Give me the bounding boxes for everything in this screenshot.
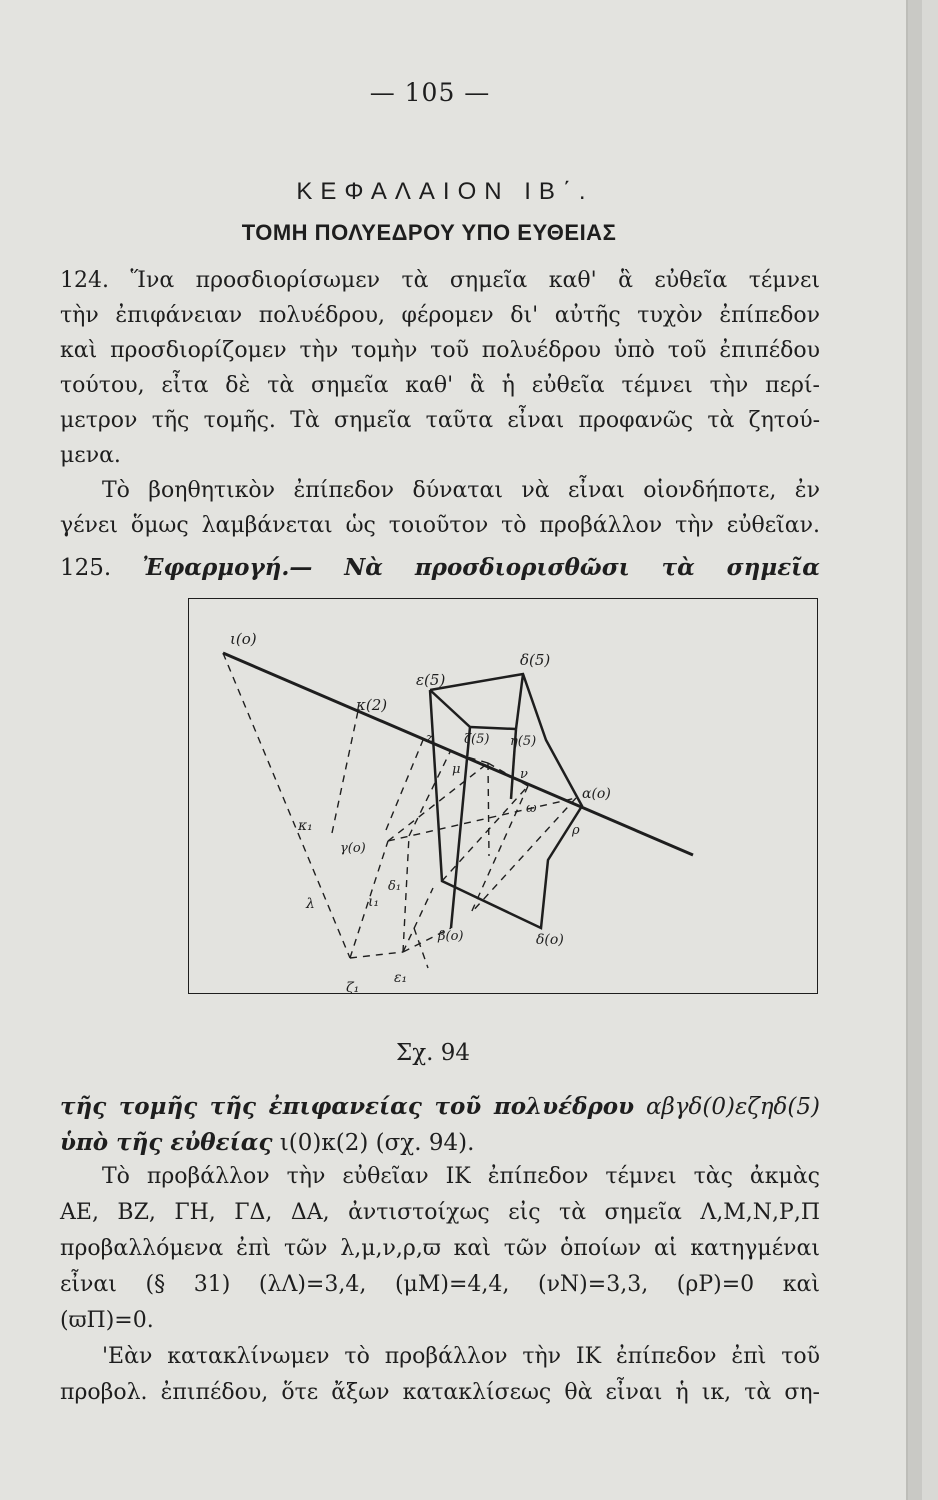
label-d5: δ(5) [520,651,551,669]
text-line: καὶ προσδιορίζομεν τὴν τομὴν τοῦ πολυέδρου ὑπὸ τοῦ ἐπιπέδου [60,338,820,363]
label-k1: κ₁ [298,818,313,834]
page-number: — 105 — [369,78,491,107]
text-line: μετρον τῆς τομῆς. Τὰ σημεῖα ταῦτα εἶναι προφανῶς τὰ ζητού- [60,408,820,433]
label-l: λ [306,896,315,912]
text-line: 'Εὰν κατακλίνωμεν τὸ προβάλλον τὴν ΙΚ ἐπίπεδον ἐπὶ τοῦ [102,1344,820,1369]
label-k2: κ(2) [356,696,388,714]
text-line: τὴν ἐπιφάνειαν πολυέδρου, φέρομεν δι' αὐτῆς τυχὸν ἐπίπεδον [60,303,820,328]
text-line: μενα. [60,443,121,468]
application-line3-bold: ὑπὸ τῆς εὐθείας [60,1129,273,1156]
text-line: προβολ. ἐπιπέδου, ὅτε ἄξων κατακλίσεως θὰ εἶναι ἡ ικ, τὰ ση- [60,1380,820,1405]
label-b0: β(ο) [438,929,464,944]
text-line: 124. Ἵνα προσδιορίσωμεν τὰ σημεῖα καθ' ἃ εὐθεῖα τέμνει [60,268,820,293]
text-line: εἶναι (§ 31) (λΛ)=3,4, (μΜ)=4,4, (νΝ)=3,3, (ρΡ)=0 καὶ [60,1272,820,1297]
polyhedron-edges [430,674,582,928]
application-continued-bold: τῆς τομῆς τῆς ἐπιφανείας τοῦ πολυέδρου [60,1093,635,1120]
label-z5: ζ(5) [464,732,490,747]
application-continued [60,1092,820,1122]
figure-frame [188,598,818,994]
chapter-heading: ΚΕΦΑΛΑΙΟΝ ΙΒ΄. [296,178,594,205]
label-i1: ι₁ [368,894,380,910]
application-label: Ἐφαρμογή.— Νὰ προσδιορισθῶσι τὰ σημεῖα [142,554,821,581]
label-e5: ε(5) [416,671,446,689]
text-line: τούτου, εἶτα δὲ τὰ σημεῖα καθ' ἃ ἡ εὐθεῖα τέμνει τὴν περί- [60,373,820,398]
label-p: ρ [572,823,580,838]
label-n5: η(5) [510,734,537,749]
figure-caption: Σχ. 94 [395,1040,471,1066]
label-z1: ζ₁ [346,980,360,994]
text-line: Τὸ βοηθητικὸν ἐπίπεδον δύναται νὰ εἶναι οἱονδήποτε, ἐν [102,478,820,503]
label-e1: ε₁ [394,970,408,986]
label-a0: α(ο) [582,786,611,802]
label-z: z [426,731,433,746]
page-edge [906,0,922,1500]
text-line: (ϖΠ)=0. [60,1308,154,1333]
text-line: ΑΕ, ΒΖ, ΓΗ, ΓΔ, ΔΑ, ἀντιστοίχως εἰς τὰ σημεῖα Λ,Μ,Ν,Ρ,Π [60,1200,820,1225]
text-line: γένει ὅμως λαμβάνεται ὡς τοιοῦτον τὸ προβάλλον τὴν εὐθεῖαν. [60,513,820,538]
application-line3 [60,1128,820,1158]
text-line: Τὸ προβάλλον τὴν εὐθεῖαν ΙΚ ἐπίπεδον τέμνει τὰς ἀκμὰς [102,1164,820,1189]
polyhedron-notation: αβγδ(0)εζηδ(5) [645,1094,820,1120]
application-number: 125. [60,555,112,581]
text-line: προβαλλόμενα ἐπὶ τῶν λ,μ,ν,ρ,ϖ καὶ τῶν ὁποίων αἱ κατηγμέναι [60,1236,820,1261]
application-heading [60,553,820,583]
label-m: μ [452,762,461,777]
label-d0: δ(ο) [536,932,564,948]
label-w: ω [526,801,537,816]
label-nu: ν [520,767,528,782]
label-i0: ι(ο) [230,630,257,648]
section-title: ΤΟΜΗ ΠΟΛΥΕΔΡΟΥ ΥΠΟ ΕΥΘΕΙΑΣ [241,220,617,245]
application-line3-rest: ι(0)κ(2) (σχ. 94). [279,1130,475,1156]
label-d1: δ₁ [388,879,402,894]
figure-94 [188,598,818,994]
label-g0: γ(ο) [340,841,366,856]
